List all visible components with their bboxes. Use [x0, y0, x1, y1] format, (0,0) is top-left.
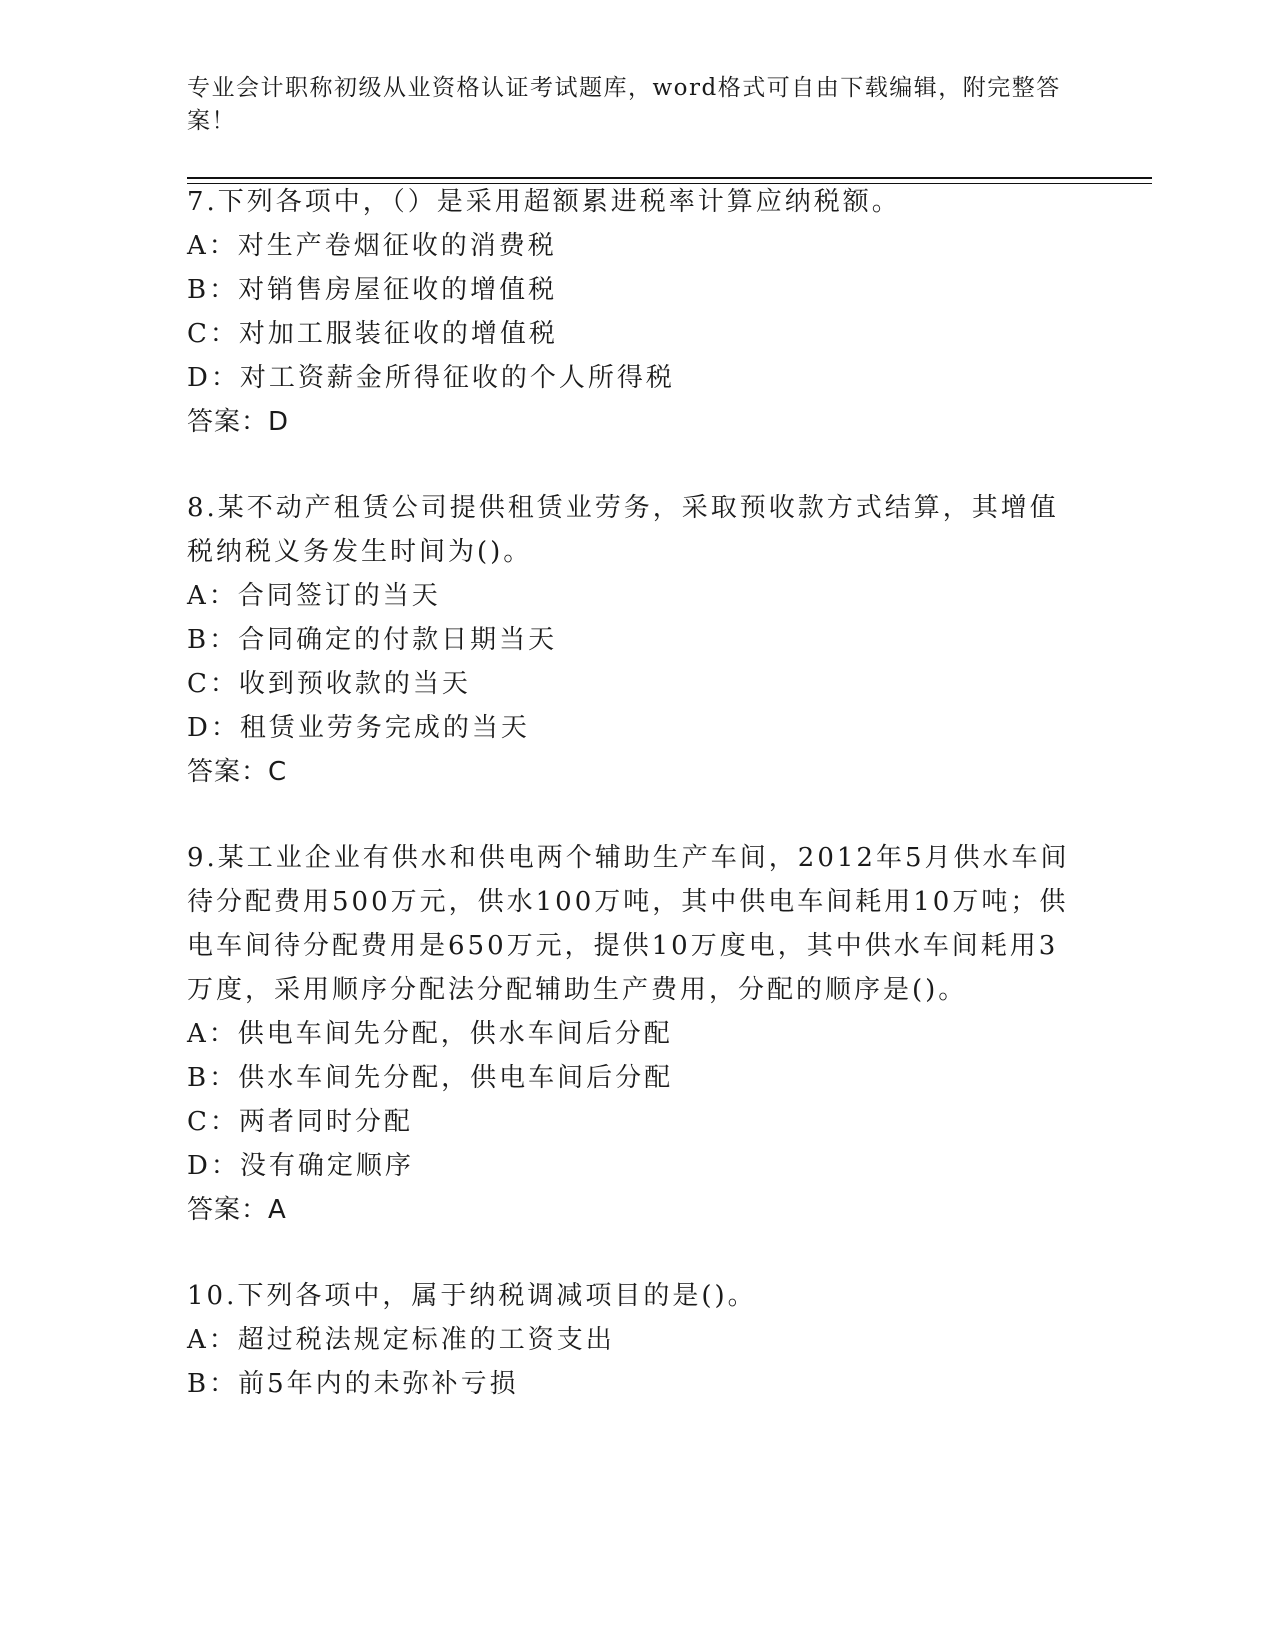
question-9-option-d: D：没有确定顺序 [187, 1151, 414, 1181]
question-7-answer: 答案：D [187, 407, 290, 437]
question-9-option-b: B：供水车间先分配，供电车间后分配 [187, 1063, 674, 1093]
question-8-option-b: B：合同确定的付款日期当天 [187, 625, 558, 655]
question-7-option-a: A：对生产卷烟征收的消费税 [187, 231, 557, 261]
question-10-option-b: B：前5年内的未弥补亏损 [187, 1369, 519, 1399]
question-9-stem-line-2: 待分配费用500万元，供水100万吨，其中供电车间耗用10万吨；供 [187, 887, 1069, 917]
question-9-answer: 答案：A [187, 1195, 287, 1225]
header-divider-thick [187, 177, 1152, 179]
question-9-option-c: C：两者同时分配 [187, 1107, 413, 1137]
question-7-option-d: D：对工资薪金所得征收的个人所得税 [187, 363, 675, 393]
question-8-stem-line-2: 税纳税义务发生时间为()。 [187, 537, 533, 567]
question-9-stem-line-4: 万度，采用顺序分配法分配辅助生产费用，分配的顺序是()。 [187, 975, 968, 1005]
question-9-stem-line-1: 9.某工业企业有供水和供电两个辅助生产车间，2012年5月供水车间 [187, 843, 1070, 873]
question-8-answer: 答案：C [187, 757, 288, 787]
question-10-option-a: A：超过税法规定标准的工资支出 [187, 1325, 615, 1355]
question-9-stem-line-3: 电车间待分配费用是650万元，提供10万度电，其中供水车间耗用3 [187, 931, 1059, 961]
header-line-2: 案！ [187, 108, 236, 134]
question-8-stem-line-1: 8.某不动产租赁公司提供租赁业劳务，采取预收款方式结算，其增值 [187, 493, 1059, 523]
question-8-option-d: D：租赁业劳务完成的当天 [187, 713, 530, 743]
document-header [187, 72, 1067, 138]
header-line-1: 专业会计职称初级从业资格认证考试题库，word格式可自由下载编辑，附完整答 [187, 75, 1061, 101]
question-8-option-c: C：收到预收款的当天 [187, 669, 471, 699]
question-7-option-b: B：对销售房屋征收的增值税 [187, 275, 558, 305]
question-8-option-a: A：合同签订的当天 [187, 581, 441, 611]
question-7-option-c: C：对加工服装征收的增值税 [187, 319, 558, 349]
question-9-option-a: A：供电车间先分配，供水车间后分配 [187, 1019, 673, 1049]
question-7-stem: 7.下列各项中，（）是采用超额累进税率计算应纳税额。 [187, 187, 901, 217]
question-10-stem: 10.下列各项中，属于纳税调减项目的是()。 [187, 1281, 757, 1311]
header-divider-thin [187, 183, 1152, 184]
